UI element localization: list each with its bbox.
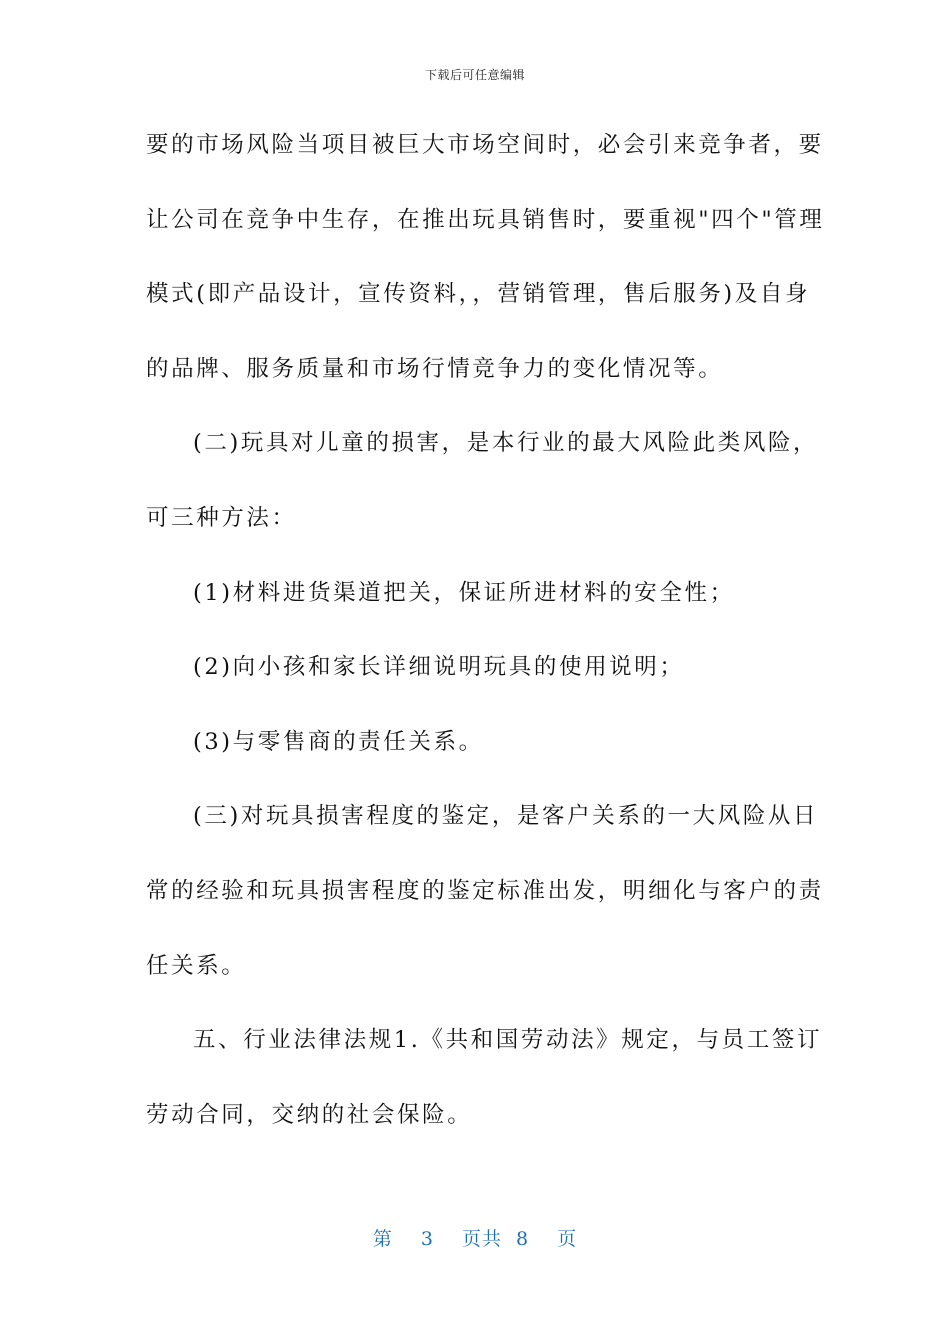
page-footer (0, 1224, 950, 1251)
text-line: 让公司在竞争中生存，在推出玩具销售时，要重视"四个"管理 (146, 206, 825, 233)
list-item-line: (1)材料进货渠道把关，保证所进材料的安全性； (193, 579, 735, 606)
page-current: 3 (420, 1228, 434, 1250)
page-label-suffix: 页 (557, 1228, 578, 1250)
text-line: 的品牌、服务质量和市场行情竞争力的变化情况等。 (146, 355, 724, 382)
page-total: 8 (516, 1228, 530, 1250)
paragraph-start-line: (二)玩具对儿童的损害，是本行业的最大风险此类风险， (193, 430, 819, 457)
text-line: 常的经验和玩具损害程度的鉴定标准出发，明细化与客户的责 (146, 877, 824, 904)
paragraph-start-line: (三)对玩具损害程度的鉴定，是客户关系的一大风险从日 (193, 803, 819, 830)
page-label-mid: 页共 (461, 1228, 502, 1250)
list-item-line: (3)与零售商的责任关系。 (193, 728, 484, 755)
text-line: 可三种方法： (146, 504, 297, 531)
list-item-line: (2)向小孩和家长详细说明玩具的使用说明； (193, 654, 685, 681)
text-line: 任关系。 (146, 952, 247, 979)
page-label-prefix: 第 (372, 1228, 393, 1250)
document-body (146, 122, 825, 1166)
paragraph-start-line: 五、行业法律法规1.《共和国劳动法》规定，与员工签订 (193, 1027, 823, 1054)
header-note: 下载后可任意编辑 (424, 68, 525, 82)
text-line: 要的市场风险当项目被巨大市场空间时，必会引来竞争者，要 (146, 132, 824, 158)
text-line: 劳动合同，交纳的社会保险。 (146, 1101, 473, 1128)
text-line: 模式(即产品设计，宣传资料，，营销管理，售后服务)及自身 (146, 281, 811, 308)
